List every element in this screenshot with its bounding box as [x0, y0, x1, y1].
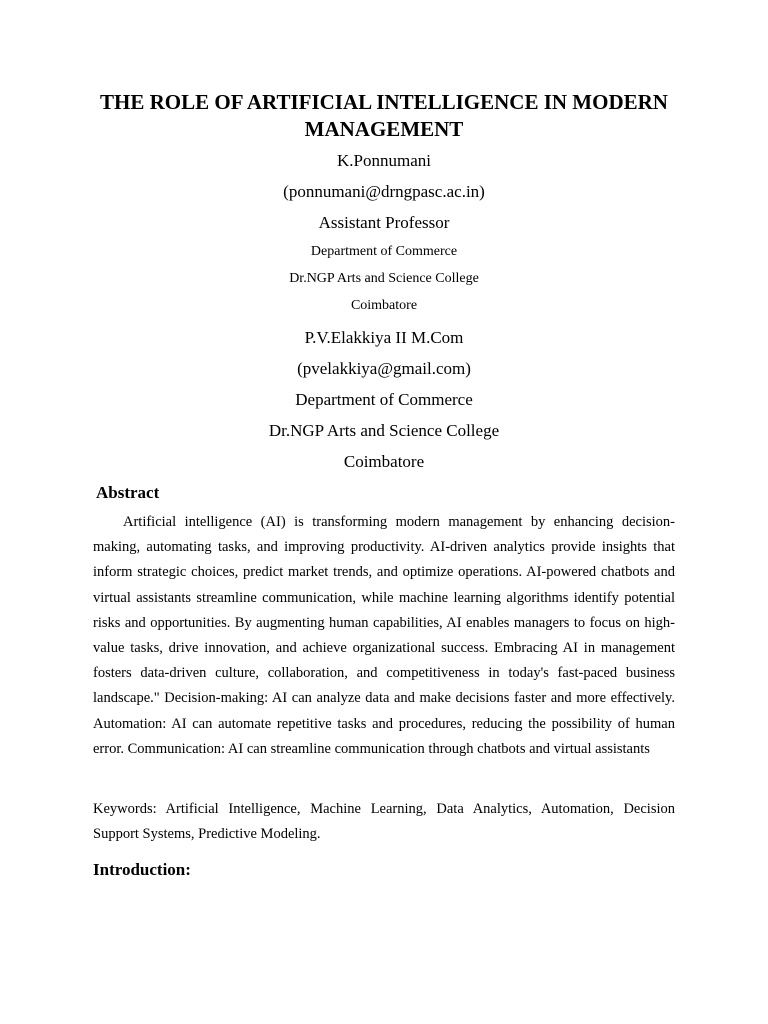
author2-name: P.V.Elakkiya II M.Com [304, 328, 464, 347]
author1-city: Coimbatore [350, 298, 418, 313]
author1-name: K.Ponnumani [337, 151, 431, 170]
author1-department: Department of Commerce [310, 244, 458, 259]
paper-title: THE ROLE OF ARTIFICIAL INTELLIGENCE IN MODERN MANAGEMENT [100, 90, 668, 141]
author1-college: Dr.NGP Arts and Science College [289, 271, 479, 286]
keywords: Keywords: Artificial Intelligence, Machine Learning, Data Analytics, Automation, Decision Support Systems, Predictive Modeling. [93, 801, 675, 842]
author1-email: (ponnumani@drngpasc.ac.in) [283, 182, 485, 201]
author2-college: Dr.NGP Arts and Science College [268, 421, 500, 440]
abstract-heading: Abstract [96, 483, 160, 502]
author2-department: Department of Commerce [295, 390, 473, 409]
author1-position: Assistant Professor [318, 213, 450, 232]
abstract-text: Artificial intelligence (AI) is transforming modern management by enhancing decision-making, automating tasks, and improving productivity. AI-driven analytics provide insights that inform strategic choices, predict market trends, and optimize operations. AI-powered chatbots and virtual assistants streamline communication, while machine learning algorithms identify potential risks and opportunities. By augmenting human capabilities, AI enables managers to focus on high-value tasks, drive innovation, and achieve organizational success. Embracing AI in management fosters data-driven culture, collaboration, and competitiveness in today's fast-paced business landscape." Decision-making: AI can analyze data and make decisions faster and more effectively. Automation: AI can automate repetitive tasks and procedures, reducing the possibility of human error. Communication: AI can streamline communication through chatbots and virtual assistants [93, 514, 675, 757]
author2-email: (pvelakkiya@gmail.com) [297, 359, 471, 378]
author2-city: Coimbatore [343, 452, 425, 471]
introduction-heading: Introduction: [93, 860, 191, 879]
